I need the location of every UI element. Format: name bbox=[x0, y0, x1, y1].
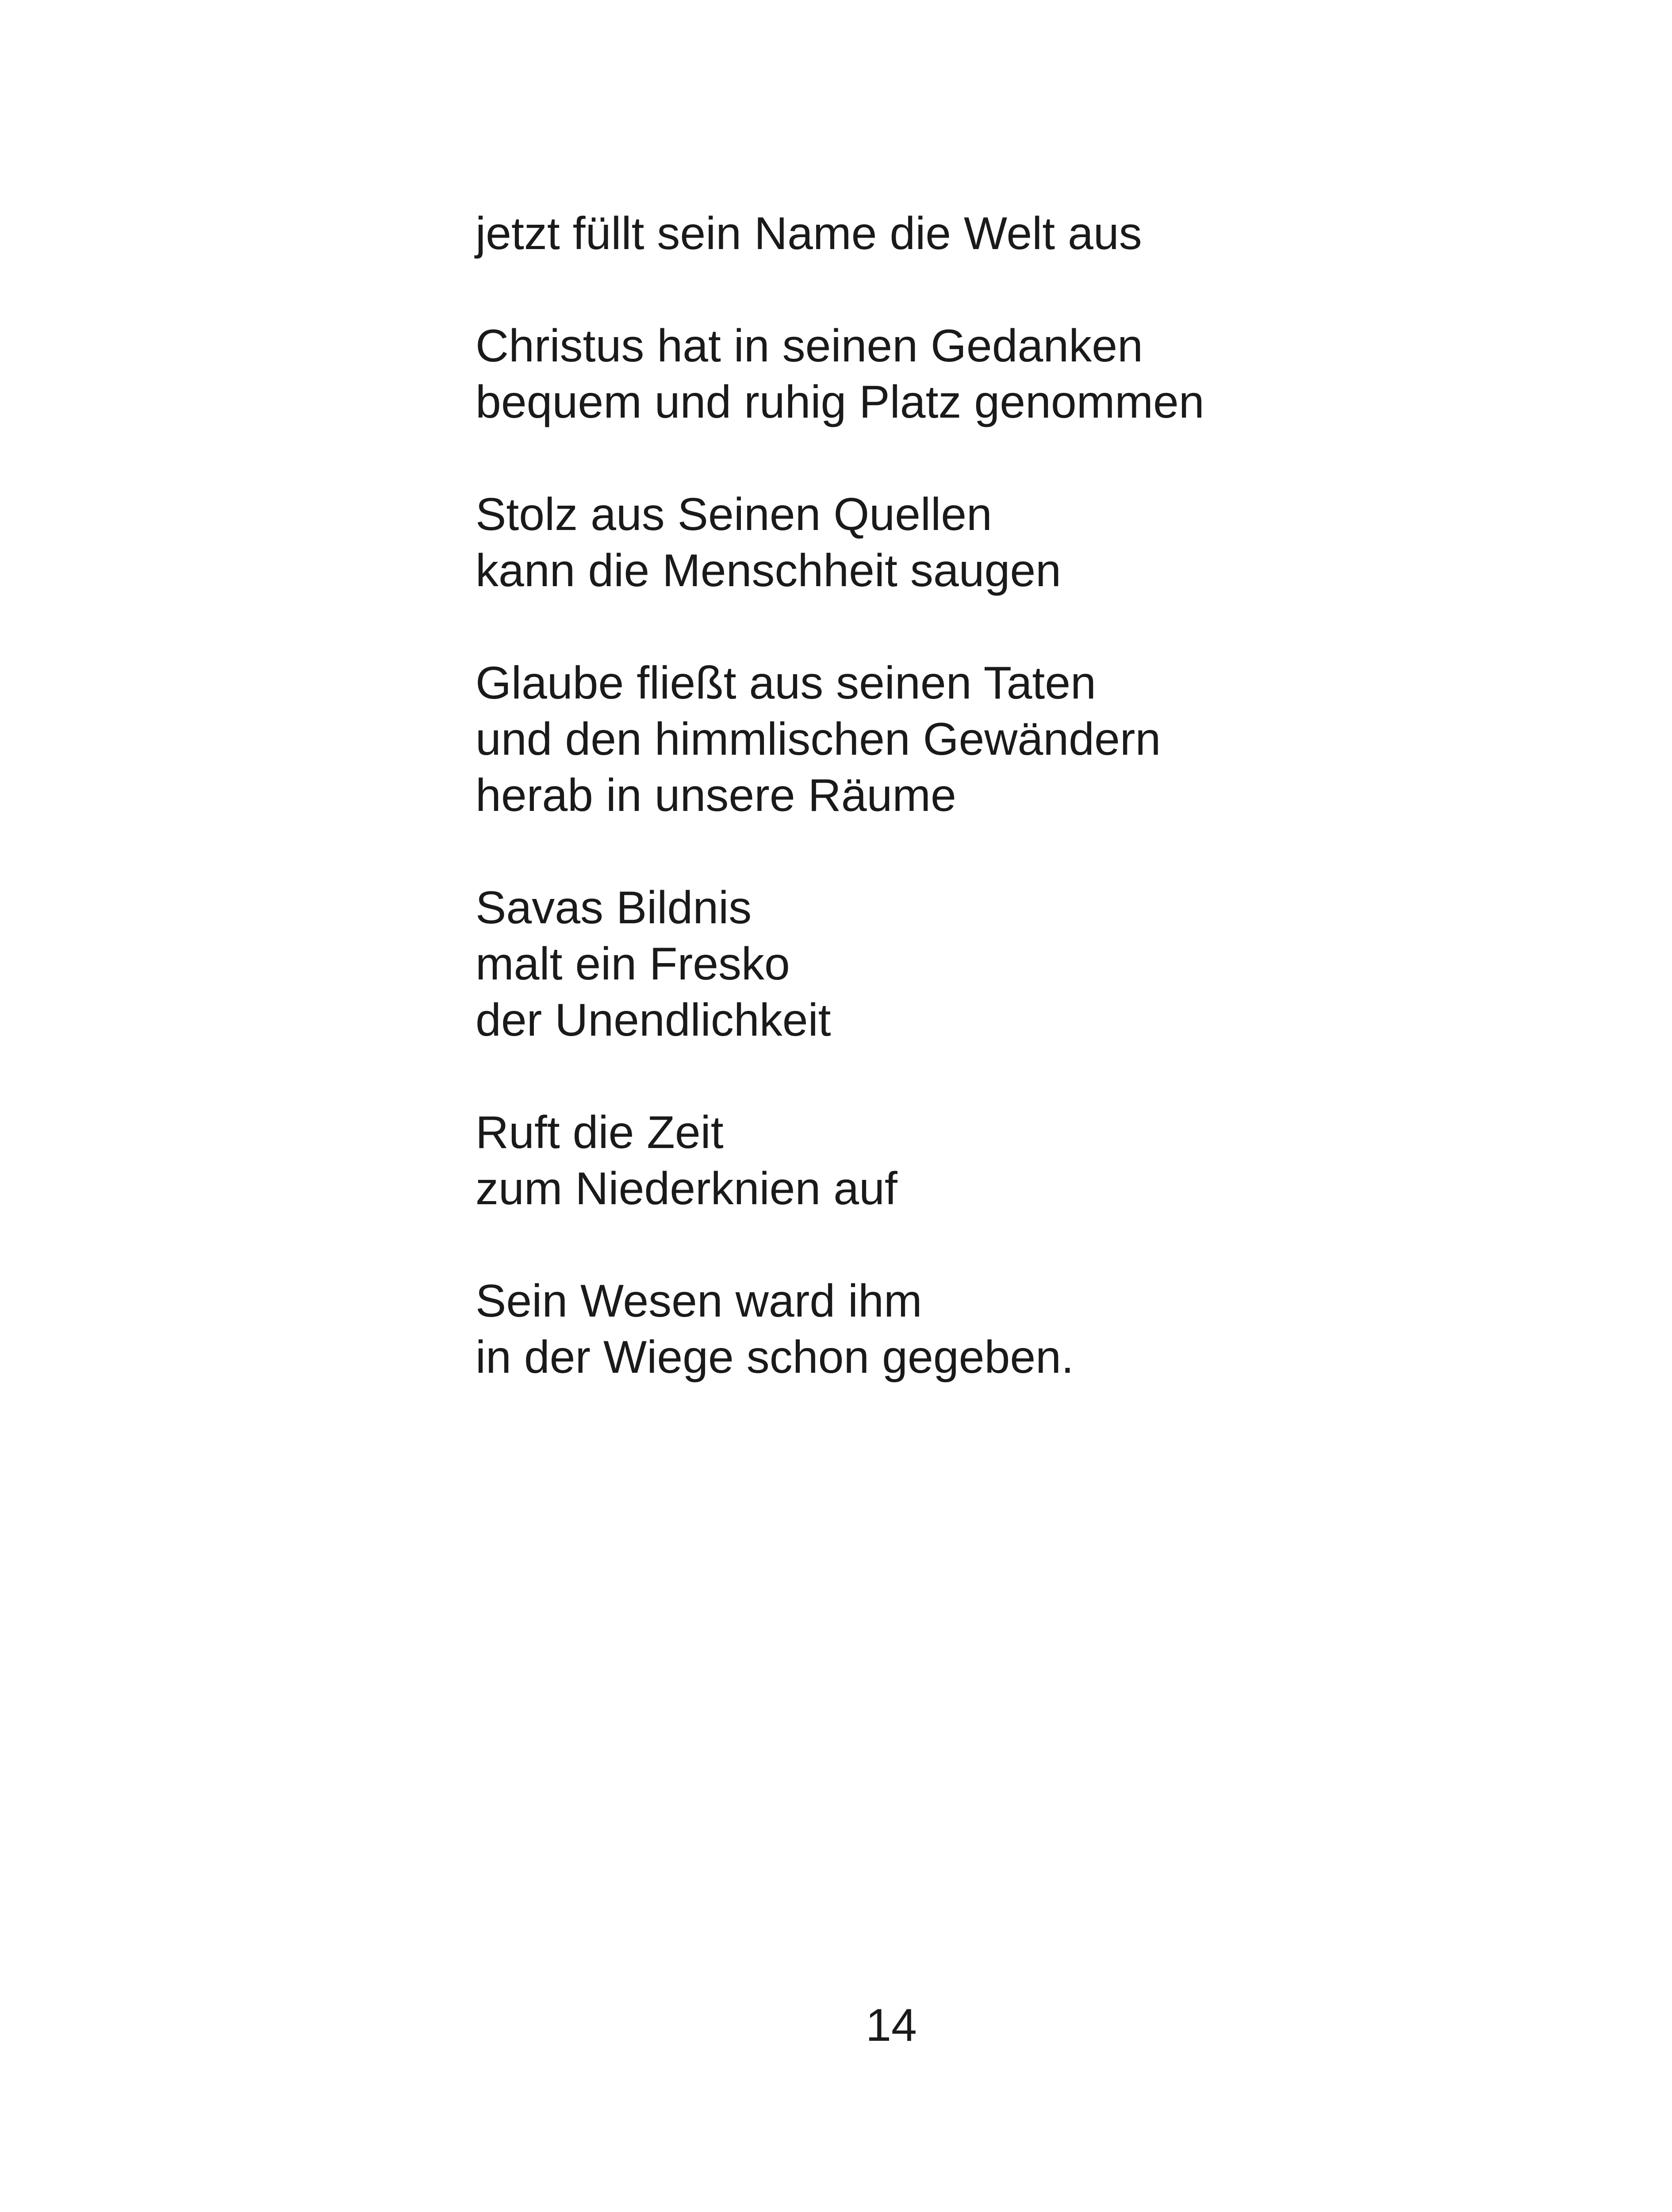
poem-line: Sein Wesen ward ihm bbox=[476, 1275, 922, 1327]
stanza bbox=[476, 1273, 1537, 1386]
poem-body bbox=[476, 206, 1537, 1442]
poem-line: zum Niederknien auf bbox=[476, 1163, 897, 1214]
poem-line: Stolz aus Seinen Quellen bbox=[476, 489, 992, 540]
page-number: 14 bbox=[866, 2000, 917, 2051]
poem-line: Glaube fließt aus seinen Taten bbox=[476, 657, 1096, 709]
poem-line: in der Wiege schon gegeben. bbox=[476, 1332, 1074, 1383]
poem-line: jetzt füllt sein Name die Welt aus bbox=[476, 208, 1142, 259]
poem-line: und den himmlischen Gewändern bbox=[476, 714, 1161, 765]
stanza bbox=[476, 318, 1537, 430]
stanza bbox=[476, 1105, 1537, 1217]
stanza bbox=[476, 487, 1537, 599]
stanza bbox=[476, 880, 1537, 1048]
poem-line: kann die Menschheit saugen bbox=[476, 545, 1062, 596]
stanza bbox=[476, 206, 1537, 262]
poem-line: herab in unsere Räume bbox=[476, 770, 956, 821]
stanza bbox=[476, 655, 1537, 824]
poem-line: der Unendlichkeit bbox=[476, 995, 831, 1046]
poem-line: malt ein Fresko bbox=[476, 938, 790, 990]
poem-line: Ruft die Zeit bbox=[476, 1107, 724, 1158]
poem-line: Christus hat in seinen Gedanken bbox=[476, 320, 1143, 372]
poem-line: bequem und ruhig Platz genommen bbox=[476, 376, 1204, 428]
poem-line: Savas Bildnis bbox=[476, 882, 752, 933]
